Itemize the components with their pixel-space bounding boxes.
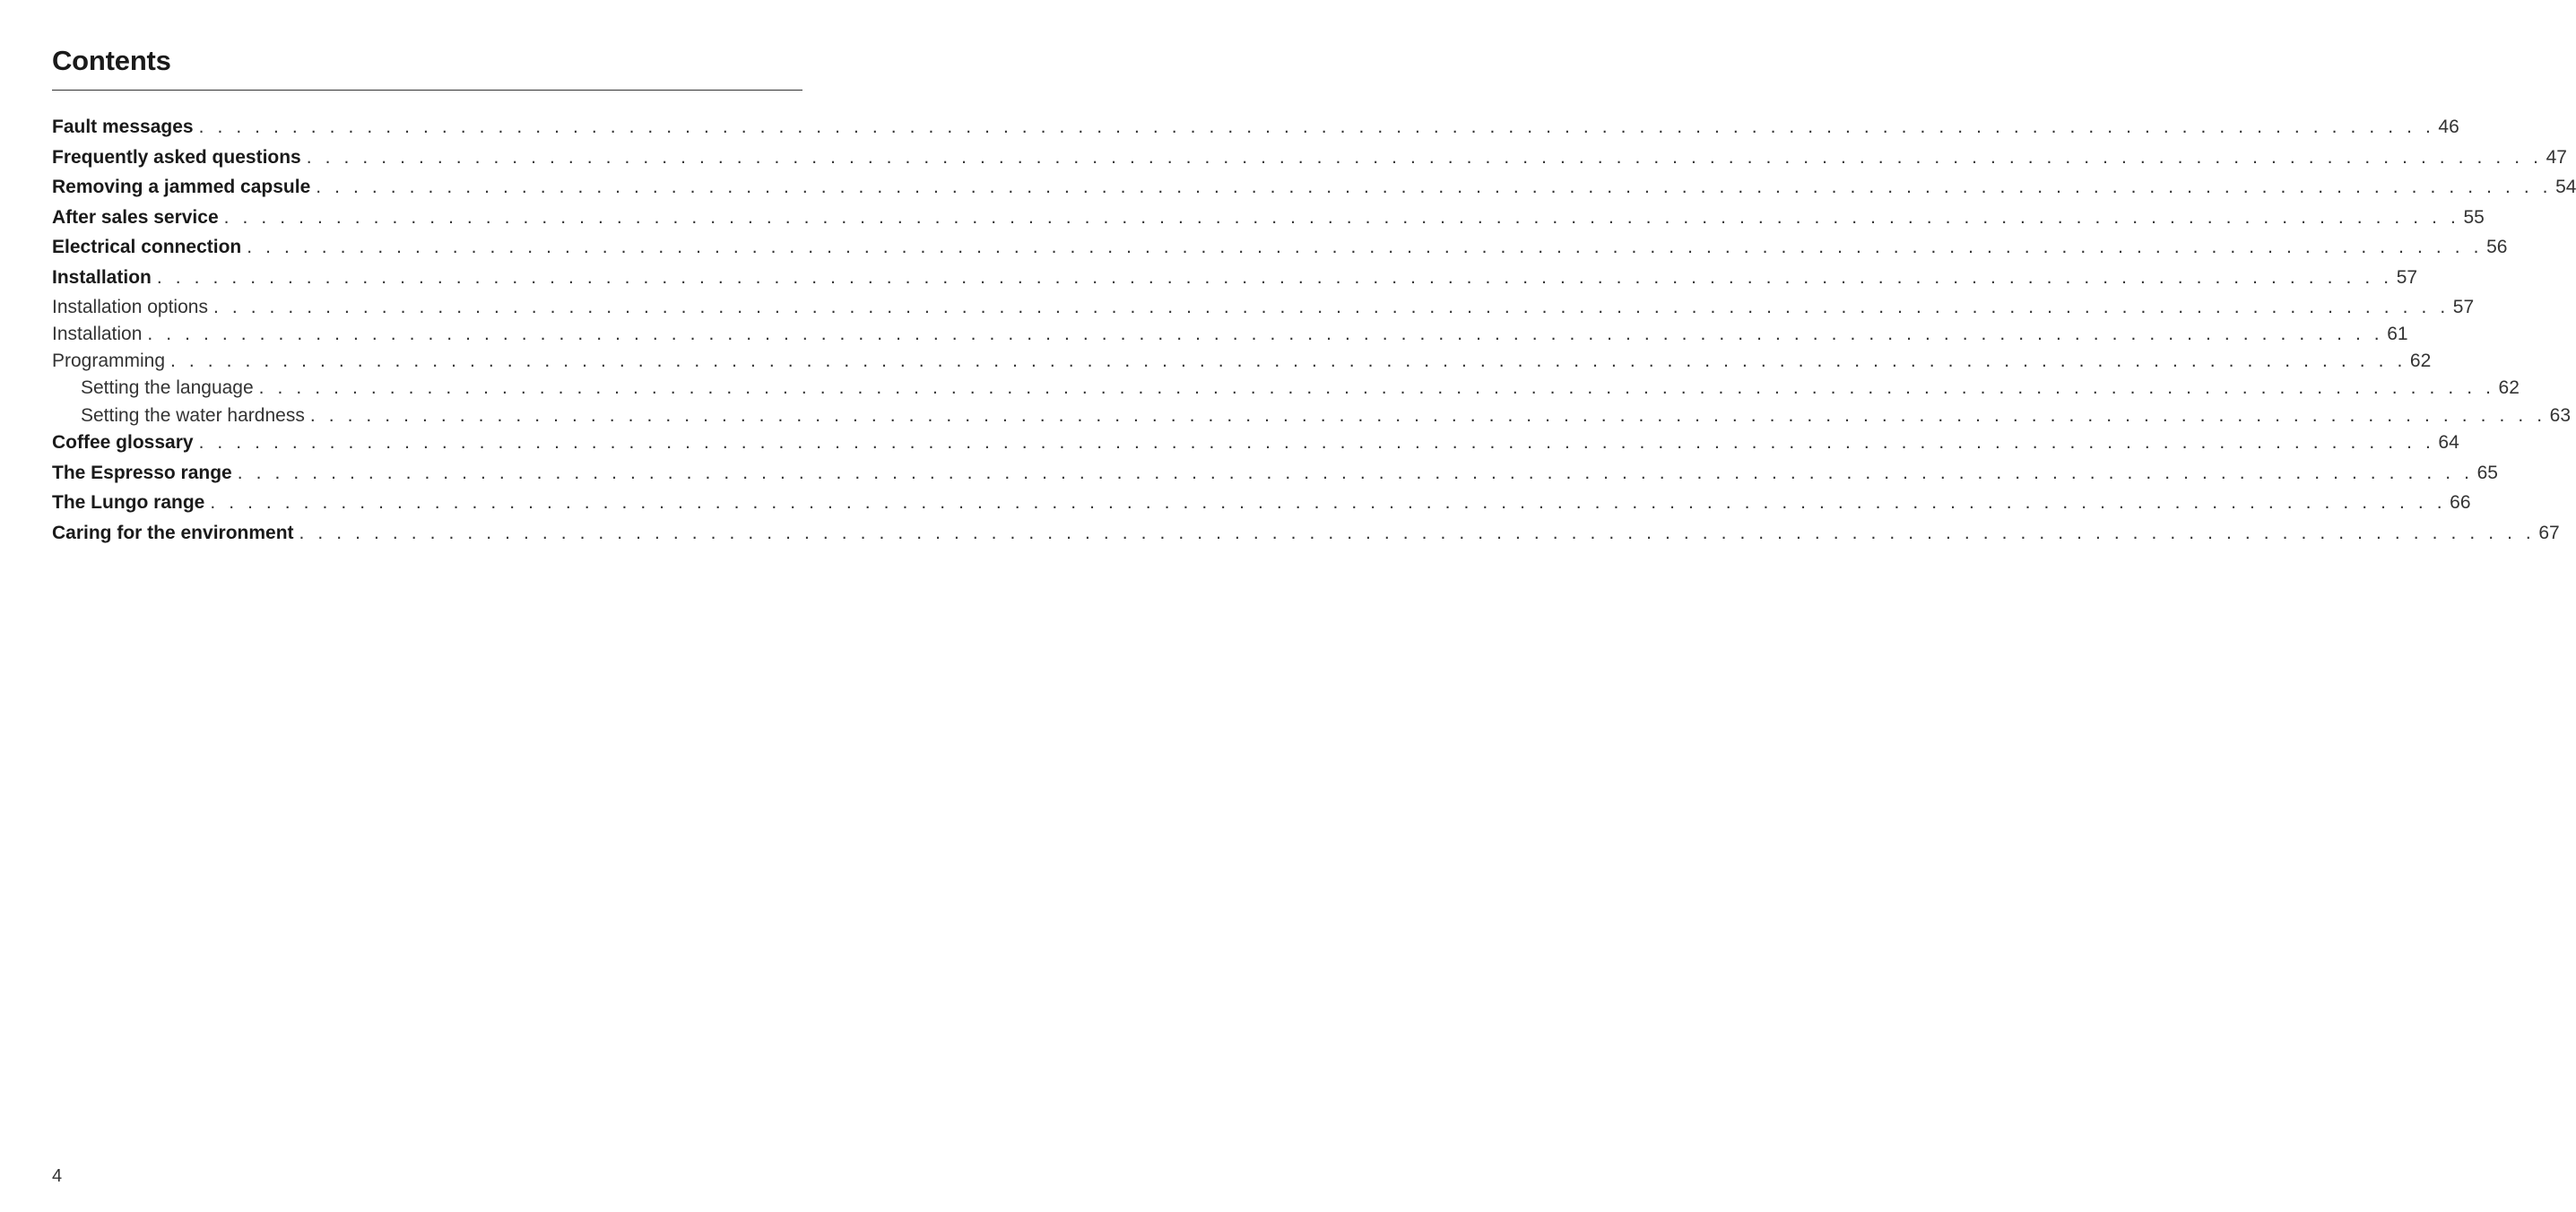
toc-entry-label: The Lungo range	[52, 492, 205, 513]
toc-entry[interactable]	[52, 403, 2572, 430]
dot-leader: . . . . . . . . . . . . . . . . . . . . . . . . . . . . . . . . . . . . . . . . . . . . . . . . . . . . . . . . . . . . . . . . . . . . . . . . . . . . . . . . . . . . . . . . . . . . . . . . . . . . . . . . . . . . . . . . . . . . . . . .	[309, 404, 2546, 426]
dot-leader: . . . . . . . . . . . . . . . . . . . . . . . . . . . . . . . . . . . . . . . . . . . . . . . . . . . . . . . . . . . . . . . . . . . . . . . . . . . . . . . . . . . . . . . . . . . . . . . . . . . . . . . . . . . . . . . . . . . . . . . .	[212, 297, 2450, 317]
page-number: 4	[52, 1166, 63, 1186]
dot-leader: . . . . . . . . . . . . . . . . . . . . . . . . . . . . . . . . . . . . . . . . . . . . . . . . . . . . . . . . . . . . . . . . . . . . . . . . . . . . . . . . . . . . . . . . . . . . . . . . . . . . . . . . . . . . . . . . . . . . . . . .	[306, 146, 2543, 168]
title-divider	[52, 90, 802, 91]
dot-leader: . . . . . . . . . . . . . . . . . . . . . . . . . . . . . . . . . . . . . . . . . . . . . . . . . . . . . . . . . . . . . . . . . . . . . . . . . . . . . . . . . . . . . . . . . . . . . . . . . . . . . . . . . . . . . . . . . . . . . . . .	[210, 492, 2447, 513]
dot-leader: . . . . . . . . . . . . . . . . . . . . . . . . . . . . . . . . . . . . . . . . . . . . . . . . . . . . . . . . . . . . . . . . . . . . . . . . . . . . . . . . . . . . . . . . . . . . . . . . . . . . . . . . . . . . . . . . . . . . . . . .	[316, 177, 2553, 197]
toc-entry-label: After sales service	[52, 206, 219, 228]
toc-entry-label: Setting the language	[81, 377, 254, 398]
toc-entry[interactable]	[52, 294, 2475, 321]
toc-entry[interactable]	[52, 234, 2508, 264]
toc-entry-page: 66	[2450, 492, 2471, 513]
toc-entry[interactable]	[52, 264, 2418, 295]
dot-leader: . . . . . . . . . . . . . . . . . . . . . . . . . . . . . . . . . . . . . . . . . . . . . . . . . . . . . . . . . . . . . . . . . . . . . . . . . . . . . . . . . . . . . . . . . . . . . . . . . . . . . . . . . . . . . . . . . . . . . . . .	[156, 266, 2393, 288]
dot-leader: . . . . . . . . . . . . . . . . . . . . . . . . . . . . . . . . . . . . . . . . . . . . . . . . . . . . . . . . . . . . . . . . . . . . . . . . . . . . . . . . . . . . . . . . . . . . . . . . . . . . . . . . . . . . . . . . . . . . . . . .	[147, 324, 2384, 344]
toc-entry-page: 62	[2409, 351, 2432, 371]
dot-leader: . . . . . . . . . . . . . . . . . . . . . . . . . . . . . . . . . . . . . . . . . . . . . . . . . . . . . . . . . . . . . . . . . . . . . . . . . . . . . . . . . . . . . . . . . . . . . . . . . . . . . . . . . . . . . . . . . . . . . . . .	[170, 351, 2407, 371]
dot-leader: . . . . . . . . . . . . . . . . . . . . . . . . . . . . . . . . . . . . . . . . . . . . . . . . . . . . . . . . . . . . . . . . . . . . . . . . . . . . . . . . . . . . . . . . . . . . . . . . . . . . . . . . . . . . . . . . . . . . . . . .	[247, 237, 2484, 257]
toc-entry[interactable]	[52, 429, 2459, 460]
dot-leader: . . . . . . . . . . . . . . . . . . . . . . . . . . . . . . . . . . . . . . . . . . . . . . . . . . . . . . . . . . . . . . . . . . . . . . . . . . . . . . . . . . . . . . . . . . . . . . . . . . . . . . . . . . . . . . . . . . . . . . . .	[223, 206, 2460, 228]
toc-entry-label: Setting the water hardness	[81, 404, 305, 426]
toc-entry-label: The Espresso range	[52, 462, 232, 483]
dot-leader: . . . . . . . . . . . . . . . . . . . . . . . . . . . . . . . . . . . . . . . . . . . . . . . . . . . . . . . . . . . . . . . . . . . . . . . . . . . . . . . . . . . . . . . . . . . . . . . . . . . . . . . . . . . . . . . . . . . . . . . .	[299, 522, 2536, 543]
toc-entry[interactable]	[52, 489, 2471, 520]
dot-leader: . . . . . . . . . . . . . . . . . . . . . . . . . . . . . . . . . . . . . . . . . . . . . . . . . . . . . . . . . . . . . . . . . . . . . . . . . . . . . . . . . . . . . . . . . . . . . . . . . . . . . . . . . . . . . . . . . . . . . . . .	[258, 377, 2495, 398]
toc-entry[interactable]	[52, 174, 2576, 204]
toc-entry-label: Coffee glossary	[52, 432, 194, 453]
toc-entry-page: 64	[2438, 432, 2459, 453]
toc-entry[interactable]	[52, 114, 2459, 144]
toc-entry-label: Installation options	[52, 297, 208, 317]
table-of-contents	[52, 114, 2576, 550]
toc-entry-label: Caring for the environment	[52, 522, 294, 543]
toc-entry-page: 55	[2463, 206, 2485, 228]
page-title: Contents	[52, 45, 171, 76]
dot-leader: . . . . . . . . . . . . . . . . . . . . . . . . . . . . . . . . . . . . . . . . . . . . . . . . . . . . . . . . . . . . . . . . . . . . . . . . . . . . . . . . . . . . . . . . . . . . . . . . . . . . . . . . . . . . . . . . . . . . . . . .	[198, 432, 2435, 453]
toc-entry[interactable]	[52, 460, 2498, 490]
toc-entry[interactable]	[52, 348, 2432, 375]
toc-entry-page: 56	[2486, 237, 2508, 257]
toc-entry-label: Programming	[52, 351, 166, 371]
toc-entry-label: Installation	[52, 266, 152, 288]
toc-entry-label: Electrical connection	[52, 237, 242, 257]
toc-entry-label: Frequently asked questions	[52, 146, 301, 168]
toc-entry-page: 57	[2452, 297, 2475, 317]
toc-entry-page: 47	[2546, 146, 2567, 168]
toc-entry[interactable]	[52, 321, 2408, 348]
toc-entry-page: 46	[2438, 117, 2459, 137]
dot-leader: . . . . . . . . . . . . . . . . . . . . . . . . . . . . . . . . . . . . . . . . . . . . . . . . . . . . . . . . . . . . . . . . . . . . . . . . . . . . . . . . . . . . . . . . . . . . . . . . . . . . . . . . . . . . . . . . . . . . . . . .	[198, 117, 2435, 137]
toc-entry-page: 57	[2396, 266, 2418, 288]
toc-entry-page: 54	[2555, 177, 2576, 197]
toc-entry-page: 63	[2549, 404, 2572, 426]
toc-entry[interactable]	[52, 204, 2485, 235]
toc-entry[interactable]	[52, 375, 2520, 403]
toc-entry-label: Removing a jammed capsule	[52, 177, 311, 197]
toc-entry[interactable]	[52, 520, 2560, 550]
dot-leader: . . . . . . . . . . . . . . . . . . . . . . . . . . . . . . . . . . . . . . . . . . . . . . . . . . . . . . . . . . . . . . . . . . . . . . . . . . . . . . . . . . . . . . . . . . . . . . . . . . . . . . . . . . . . . . . . . . . . . . . .	[237, 462, 2474, 483]
toc-entry[interactable]	[52, 144, 2567, 175]
toc-entry-page: 67	[2538, 522, 2560, 543]
toc-entry-page: 61	[2387, 324, 2408, 344]
toc-entry-page: 65	[2476, 462, 2498, 483]
toc-entry-label: Fault messages	[52, 117, 194, 137]
toc-entry-page: 62	[2498, 377, 2520, 398]
toc-entry-label: Installation	[52, 324, 143, 344]
